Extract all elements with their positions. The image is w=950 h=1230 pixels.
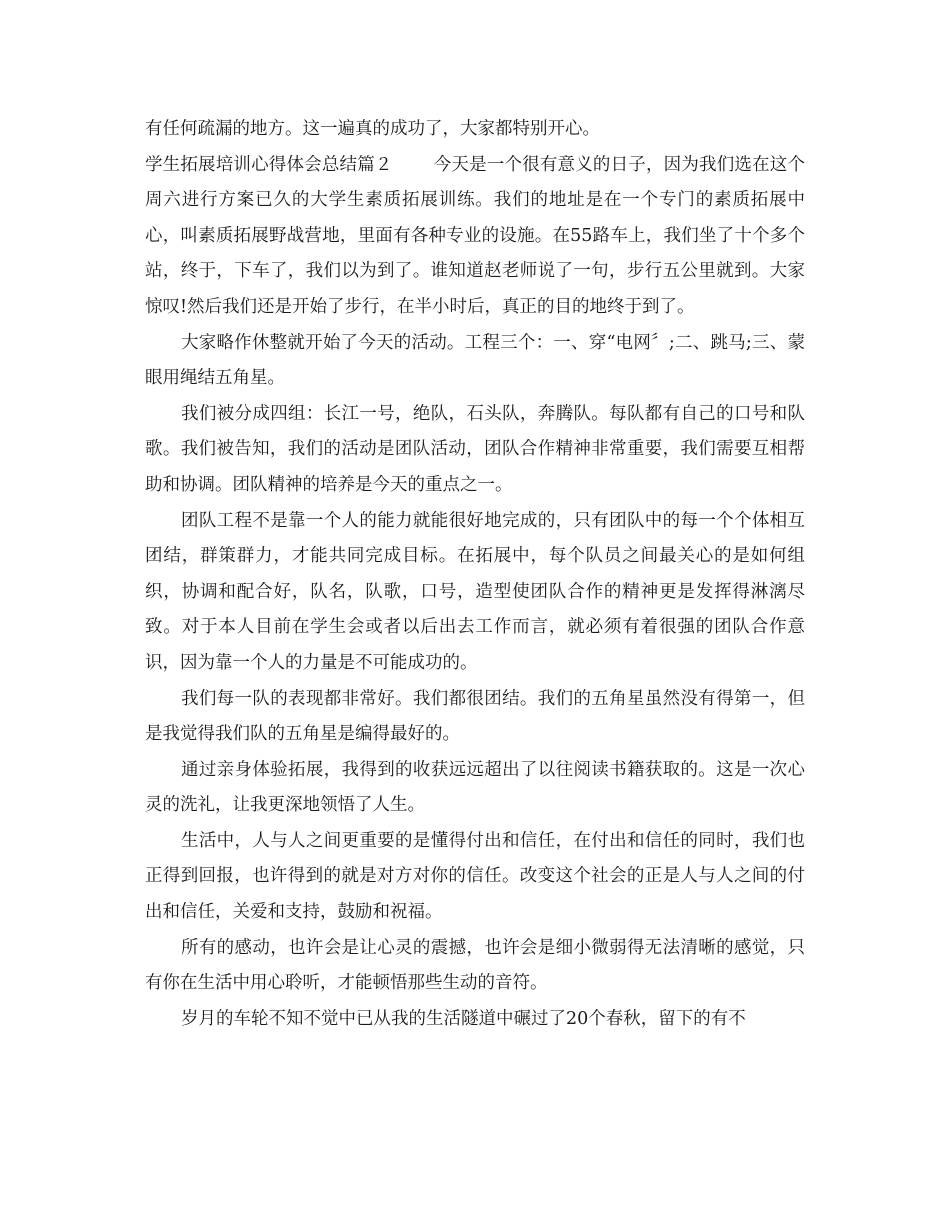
paragraph-1: 有任何疏漏的地方。这一遍真的成功了，大家都特别开心。 xyxy=(145,119,600,139)
paragraph-10: 岁月的车轮不知不觉中已从我的生活隧道中碾过了20个春秋，留下的有不 xyxy=(181,1008,746,1029)
paragraph-9: 所有的感动，也许会是让心灵的震撼，也许会是细小微弱得无法清晰的感觉，只有你在生活中用心聆听，才能顿悟那些生动的音符。 xyxy=(145,937,805,994)
paragraph-5: 团队工程不是靠一个人的能力就能很好地完成的，只有团队中的每一个个体相互团结，群策群力，才能共同完成目标。在拓展中，每个队员之间最关心的是如何组织，协调和配合好，队名，队歌，口号，造型使团队合作的精神更是发挥得淋漓尽致。对于本人目前在学生会或者以后出去工作而言，就必须有着很强的团队合作意识，因为靠一个人的力量是不可能成功的。 xyxy=(145,510,805,673)
paragraph-8: 生活中，人与人之间更重要的是懂得付出和信任，在付出和信任的同时，我们也正得到回报，也许得到的就是对方对你的信任。改变这个社会的正是人与人之间的付出和信任，关爱和支持，鼓励和祝福。 xyxy=(145,830,805,923)
paragraph-7: 通过亲身体验拓展，我得到的收获远远超出了以往阅读书籍获取的。这是一次心灵的洗礼，让我更深地领悟了人生。 xyxy=(145,759,805,816)
paragraph-3: 大家略作休整就开始了今天的活动。工程三个：一、穿“电网〞;二、跳马;三、蒙眼用绳结五角星。 xyxy=(145,332,805,389)
paragraph-6: 我们每一队的表现都非常好。我们都很团结。我们的五角星虽然没有得第一，但是我觉得我们队的五角星是编得最好的。 xyxy=(145,688,805,745)
document-body xyxy=(145,112,805,1037)
paragraph-2: 学生拓展培训心得体会总结篇２ 今天是一个很有意义的日子，因为我们选在这个周六进行方案已久的大学生素质拓展训练。我们的地址是在一个专门的素质拓展中心，叫素质拓展野战营地，里面有各种专业的设施。在55路车上，我们坐了十个多个站，终于，下车了，我们以为到了。谁知道赵老师说了一句，步行五公里就到。大家惊叹!然后我们还是开始了步行，在半小时后，真正的目的地终于到了。 xyxy=(145,154,805,317)
paragraph-4: 我们被分成四组：长江一号，绝队，石头队，奔腾队。每队都有自己的口号和队歌。我们被告知，我们的活动是团队活动，团队合作精神非常重要，我们需要互相帮助和协调。团队精神的培养是今天的重点之一。 xyxy=(145,403,805,495)
